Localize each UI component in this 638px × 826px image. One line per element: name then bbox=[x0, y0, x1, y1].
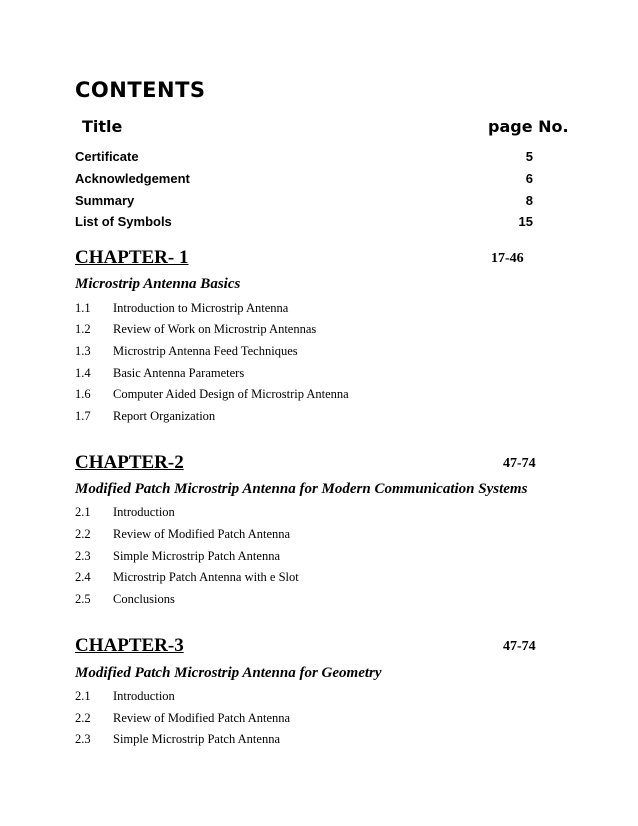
item-title: Simple Microstrip Patch Antenna bbox=[113, 549, 280, 563]
chapter-page-range: 47-74 bbox=[503, 639, 536, 654]
item-number: 2.5 bbox=[75, 592, 91, 606]
item-number: 2.2 bbox=[75, 527, 91, 541]
toc-entry-page: 15 bbox=[518, 214, 533, 229]
item-number: 1.7 bbox=[75, 409, 91, 423]
toc-item[interactable] bbox=[75, 689, 495, 709]
item-number: 1.3 bbox=[75, 344, 91, 358]
chapter-page-range: 47-74 bbox=[503, 456, 536, 471]
item-number: 2.1 bbox=[75, 505, 91, 519]
toc-item[interactable] bbox=[75, 322, 495, 342]
chapter-1-heading[interactable] bbox=[75, 247, 537, 273]
toc-entry-list-of-symbols[interactable] bbox=[75, 212, 533, 233]
item-number: 2.3 bbox=[75, 549, 91, 563]
item-number: 2.1 bbox=[75, 689, 91, 703]
item-number: 2.3 bbox=[75, 732, 91, 746]
chapter-subtitle: Modified Patch Microstrip Antenna for Geometry bbox=[75, 665, 382, 681]
toc-item[interactable] bbox=[75, 732, 495, 752]
item-title: Microstrip Patch Antenna with e Slot bbox=[113, 570, 299, 584]
chapter-title: CHAPTER-3 bbox=[75, 635, 184, 656]
item-title: Introduction bbox=[113, 689, 175, 703]
toc-item[interactable] bbox=[75, 527, 495, 547]
toc-item[interactable] bbox=[75, 592, 495, 612]
item-title: Review of Modified Patch Antenna bbox=[113, 711, 291, 725]
toc-entry-label: Acknowledgement bbox=[75, 171, 190, 186]
item-number: 1.6 bbox=[75, 387, 91, 401]
chapter-subtitle: Modified Patch Microstrip Antenna for Modern Communication Systems bbox=[75, 481, 528, 497]
chapter-title: CHAPTER-2 bbox=[75, 452, 184, 473]
toc-entry-certificate[interactable] bbox=[75, 147, 533, 168]
chapter-2-heading[interactable] bbox=[75, 452, 537, 478]
chapter-title: CHAPTER- 1 bbox=[75, 247, 189, 268]
toc-entry-label: List of Symbols bbox=[75, 214, 172, 229]
contents-heading: CONTENTS bbox=[75, 78, 206, 102]
item-number: 1.1 bbox=[75, 301, 91, 315]
item-number: 2.4 bbox=[75, 570, 91, 584]
item-title: Review of Work on Microstrip Antennas bbox=[113, 322, 317, 336]
item-title: Review of Modified Patch Antenna bbox=[113, 527, 291, 541]
toc-item[interactable] bbox=[75, 387, 495, 407]
page-column-header: page No. bbox=[488, 117, 569, 136]
item-number: 1.2 bbox=[75, 322, 91, 336]
toc-entry-summary[interactable] bbox=[75, 191, 533, 212]
item-title: Introduction to Microstrip Antenna bbox=[113, 301, 289, 315]
item-number: 2.2 bbox=[75, 711, 91, 725]
title-column-header: Title bbox=[82, 117, 123, 136]
item-title: Basic Antenna Parameters bbox=[113, 366, 245, 380]
chapter-page-range: 17-46 bbox=[491, 251, 524, 266]
item-number: 1.4 bbox=[75, 366, 91, 380]
toc-item[interactable] bbox=[75, 549, 495, 569]
chapter-subtitle: Microstrip Antenna Basics bbox=[75, 276, 241, 292]
toc-item[interactable] bbox=[75, 570, 495, 590]
toc-entry-label: Summary bbox=[75, 193, 135, 208]
toc-entry-acknowledgement[interactable] bbox=[75, 169, 533, 190]
item-title: Conclusions bbox=[113, 592, 175, 606]
toc-item[interactable] bbox=[75, 366, 495, 386]
toc-entry-page: 6 bbox=[525, 171, 533, 186]
toc-item[interactable] bbox=[75, 409, 495, 429]
toc-item[interactable] bbox=[75, 301, 495, 321]
toc-item[interactable] bbox=[75, 344, 495, 364]
item-title: Simple Microstrip Patch Antenna bbox=[113, 732, 280, 746]
toc-entry-page: 5 bbox=[525, 149, 533, 164]
toc-entry-page: 8 bbox=[525, 193, 533, 208]
toc-entry-label: Certificate bbox=[75, 149, 139, 164]
item-title: Report Organization bbox=[113, 409, 216, 423]
toc-item[interactable] bbox=[75, 505, 495, 525]
toc-item[interactable] bbox=[75, 711, 495, 731]
item-title: Introduction bbox=[113, 505, 175, 519]
item-title: Microstrip Antenna Feed Techniques bbox=[113, 344, 298, 358]
item-title: Computer Aided Design of Microstrip Antenna bbox=[113, 387, 349, 401]
chapter-3-heading[interactable] bbox=[75, 635, 537, 661]
